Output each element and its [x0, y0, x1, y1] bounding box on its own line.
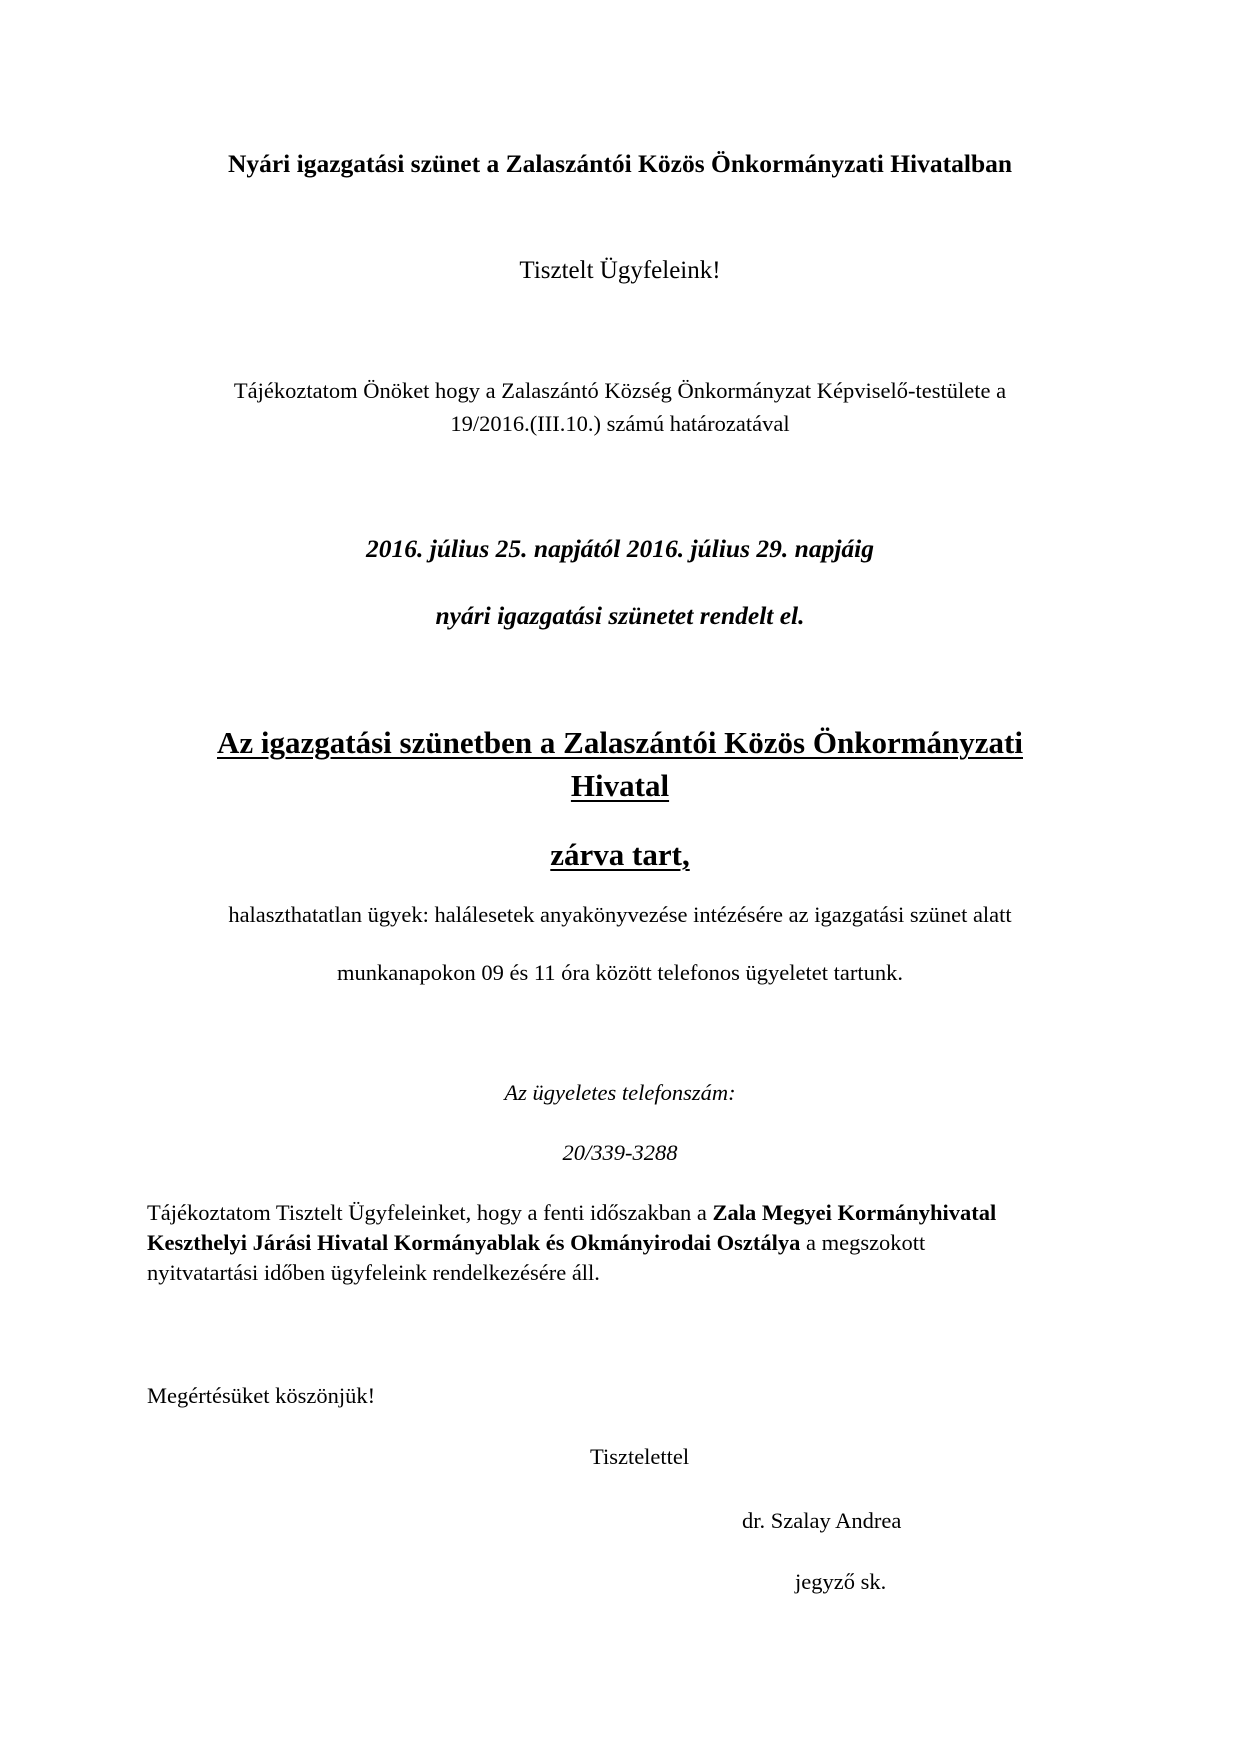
office-info-bold-2: Keszthelyi Járási Hivatal Kormányablak és Okmányirodai Osztálya	[147, 1230, 801, 1255]
document-title: Nyári igazgatási szünet a Zalaszántói Közös Önkormányzati Hivatalban	[227, 149, 1013, 178]
intro-line-1: Tájékoztatom Önöket hogy a Zalaszántó Község Önkormányzat Képviselő-testülete a	[233, 378, 1007, 403]
thanks-text: Megértésüket köszönjük!	[147, 1383, 376, 1408]
office-info-text-2: a megszokott	[800, 1230, 926, 1255]
closure-heading-line-3: zárva tart,	[550, 837, 690, 872]
signer-name: dr. Szalay Andrea	[742, 1508, 902, 1533]
signer-role: jegyző sk.	[795, 1569, 887, 1594]
intro-line-2: 19/2016.(III.10.) számú határozatával	[450, 411, 790, 436]
duty-phone-label: Az ügyeletes telefonszám:	[504, 1080, 736, 1105]
office-info-text-1: Tájékoztatom Tisztelt Ügyfeleinket, hogy a fenti időszakban a	[147, 1200, 713, 1225]
closure-heading-line-1: Az igazgatási szünetben a Zalaszántói Közös Önkormányzati	[217, 725, 1023, 760]
salutation: Tisztelt Ügyfeleink!	[519, 257, 721, 284]
urgent-matters-line-1: halaszthatatlan ügyek: halálesetek anyakönyvezése intézésére az igazgatási szünet alatt	[228, 902, 1012, 927]
urgent-matters-line-2: munkanapokon 09 és 11 óra között telefonos ügyeletet tartunk.	[337, 960, 903, 985]
closure-heading-line-2: Hivatal	[570, 768, 670, 803]
office-info-bold-1: Zala Megyei Kormányhivatal	[712, 1200, 997, 1225]
office-info-line-2	[147, 1228, 1107, 1258]
break-ordered-text: nyári igazgatási szünetet rendelt el.	[435, 601, 805, 630]
regards-text: Tisztelettel	[590, 1444, 690, 1469]
duty-phone-number: 20/339-3288	[562, 1140, 678, 1165]
office-info-line-3: nyitvatartási időben ügyfeleink rendelkezésére áll.	[147, 1260, 600, 1285]
office-info-line-1	[147, 1198, 1107, 1228]
office-info-paragraph	[147, 1198, 1107, 1288]
break-dates: 2016. július 25. napjától 2016. július 29. napjáig	[366, 534, 874, 563]
